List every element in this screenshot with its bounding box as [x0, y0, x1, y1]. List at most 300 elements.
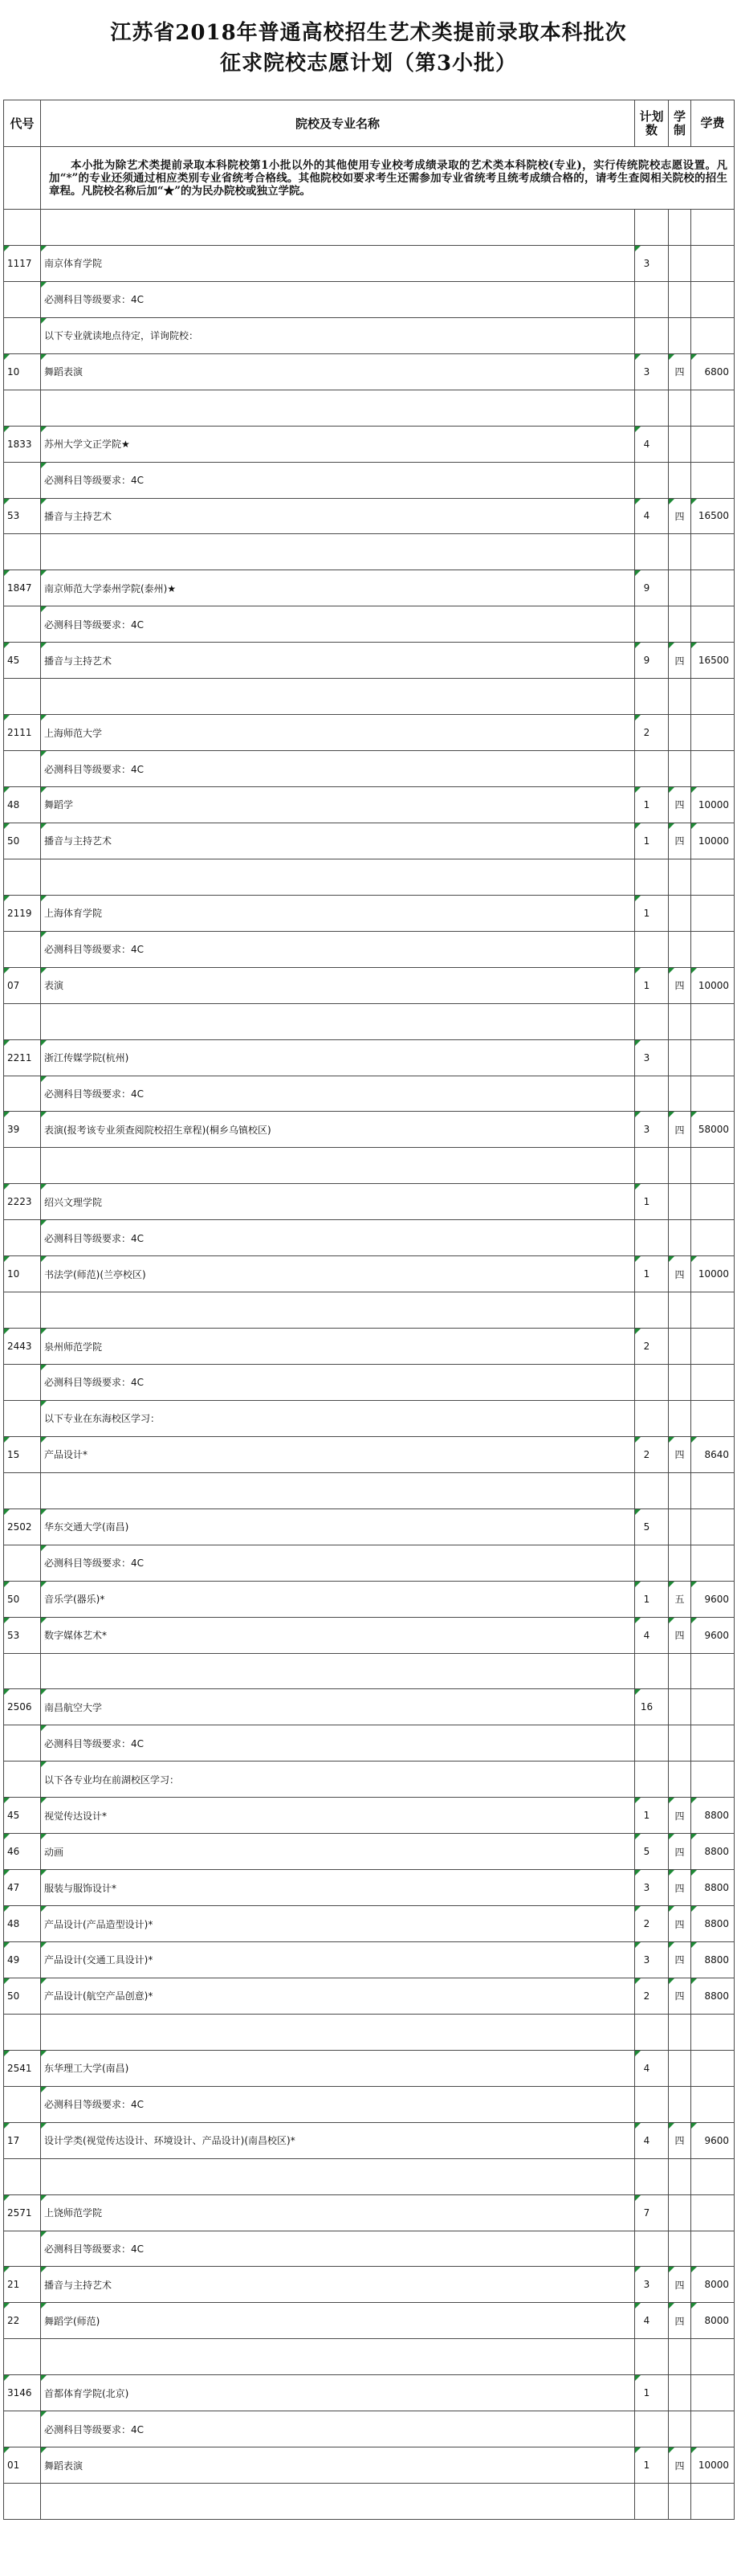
- cell-fee: [691, 2194, 735, 2231]
- cell-fee: [691, 1003, 735, 1039]
- cell-name: 首都体育学院(北京): [41, 2375, 635, 2411]
- table-row: [4, 1834, 735, 1870]
- cell-years: [669, 1508, 691, 1545]
- header-plan: 计划数: [635, 100, 669, 147]
- cell-plan: 4: [635, 2122, 669, 2158]
- cell-name: 播音与主持艺术: [41, 2267, 635, 2303]
- cell-plan: 1: [635, 967, 669, 1003]
- cell-plan: [635, 931, 669, 967]
- cell-plan: [635, 1292, 669, 1329]
- cell-years: 四: [669, 2267, 691, 2303]
- cell-code: 47: [4, 1870, 41, 1906]
- cell-code: [4, 1003, 41, 1039]
- table-row: [4, 1942, 735, 1978]
- cell-years: 四: [669, 967, 691, 1003]
- cell-code: 2223: [4, 1184, 41, 1220]
- cell-years: [669, 1220, 691, 1256]
- cell-code: [4, 859, 41, 895]
- table-row: [4, 643, 735, 679]
- cell-fee: 10000: [691, 823, 735, 859]
- cell-code: [4, 1220, 41, 1256]
- cell-plan: 2: [635, 1978, 669, 2014]
- table-row: [4, 570, 735, 606]
- cell-name: 必测科目等级要求：4C: [41, 462, 635, 498]
- cell-plan: 1: [635, 823, 669, 859]
- cell-code: [4, 2158, 41, 2194]
- cell-name: [41, 2484, 635, 2520]
- cell-years: [669, 715, 691, 751]
- cell-name: 视觉传达设计*: [41, 1798, 635, 1834]
- cell-name: 舞蹈学: [41, 787, 635, 823]
- cell-plan: [635, 317, 669, 353]
- cell-fee: 10000: [691, 967, 735, 1003]
- cell-years: [669, 679, 691, 715]
- cell-name: [41, 2014, 635, 2050]
- note-empty-cell: [4, 147, 41, 210]
- cell-code: 1833: [4, 426, 41, 462]
- cell-plan: [635, 462, 669, 498]
- cell-name: 必测科目等级要求：4C: [41, 606, 635, 643]
- table-row: [4, 317, 735, 353]
- cell-years: [669, 1725, 691, 1762]
- cell-code: [4, 1472, 41, 1508]
- cell-name: 舞蹈表演: [41, 2447, 635, 2484]
- cell-plan: 4: [635, 426, 669, 462]
- cell-fee: 8800: [691, 1906, 735, 1942]
- cell-name: 上海师范大学: [41, 715, 635, 751]
- cell-fee: [691, 1762, 735, 1798]
- cell-fee: [691, 895, 735, 931]
- cell-plan: [635, 1076, 669, 1112]
- table-row: [4, 2303, 735, 2339]
- table-row: [4, 967, 735, 1003]
- cell-plan: 5: [635, 1508, 669, 1545]
- cell-years: [669, 2231, 691, 2267]
- cell-plan: 2: [635, 715, 669, 751]
- cell-name: 泉州师范学院: [41, 1329, 635, 1365]
- cell-plan: [635, 751, 669, 787]
- cell-name: 产品设计(产品造型设计)*: [41, 1906, 635, 1942]
- cell-years: 四: [669, 1942, 691, 1978]
- cell-years: [669, 390, 691, 426]
- cell-code: 46: [4, 1834, 41, 1870]
- cell-fee: [691, 1148, 735, 1184]
- cell-fee: [691, 2375, 735, 2411]
- table-row: [4, 1220, 735, 1256]
- cell-years: [669, 2484, 691, 2520]
- cell-code: [4, 1400, 41, 1436]
- cell-name: 上海体育学院: [41, 895, 635, 931]
- table-row: [4, 1076, 735, 1112]
- table-row: [4, 1689, 735, 1725]
- cell-name: 表演(报考该专业须查阅院校招生章程)(桐乡乌镇校区): [41, 1112, 635, 1148]
- cell-name: 产品设计(交通工具设计)*: [41, 1942, 635, 1978]
- cell-years: [669, 210, 691, 246]
- cell-fee: [691, 1329, 735, 1365]
- cell-name: 必测科目等级要求：4C: [41, 931, 635, 967]
- cell-plan: [635, 534, 669, 570]
- cell-code: 53: [4, 498, 41, 534]
- cell-name: 南昌航空大学: [41, 1689, 635, 1725]
- table-row: [4, 1545, 735, 1581]
- cell-plan: 3: [635, 1870, 669, 1906]
- cell-years: 四: [669, 1617, 691, 1653]
- table-row: [4, 1436, 735, 1472]
- table-header-row: [4, 100, 735, 147]
- cell-name: 必测科目等级要求：4C: [41, 2411, 635, 2447]
- cell-plan: [635, 1545, 669, 1581]
- cell-plan: [635, 1400, 669, 1436]
- cell-code: 49: [4, 1942, 41, 1978]
- cell-plan: [635, 390, 669, 426]
- cell-plan: [635, 859, 669, 895]
- table-row: [4, 2050, 735, 2086]
- cell-name: 设计学类(视觉传达设计、环境设计、产品设计)(南昌校区)*: [41, 2122, 635, 2158]
- cell-fee: 10000: [691, 2447, 735, 2484]
- cell-years: [669, 1003, 691, 1039]
- cell-name: 浙江传媒学院(杭州): [41, 1039, 635, 1076]
- cell-fee: 9600: [691, 2122, 735, 2158]
- table-row: [4, 2484, 735, 2520]
- cell-plan: 2: [635, 1906, 669, 1942]
- cell-years: [669, 606, 691, 643]
- cell-fee: 8000: [691, 2267, 735, 2303]
- cell-plan: [635, 1003, 669, 1039]
- cell-years: [669, 1076, 691, 1112]
- cell-code: [4, 2339, 41, 2375]
- cell-fee: [691, 1076, 735, 1112]
- cell-code: 2443: [4, 1329, 41, 1365]
- cell-fee: 9600: [691, 1581, 735, 1617]
- cell-plan: 1: [635, 2447, 669, 2484]
- table-row: [4, 1472, 735, 1508]
- cell-years: [669, 1148, 691, 1184]
- table-row: [4, 210, 735, 246]
- cell-code: 2119: [4, 895, 41, 931]
- cell-code: [4, 751, 41, 787]
- cell-code: [4, 1076, 41, 1112]
- cell-plan: 4: [635, 2303, 669, 2339]
- cell-fee: [691, 1689, 735, 1725]
- cell-fee: [691, 1039, 735, 1076]
- cell-code: [4, 1292, 41, 1329]
- cell-fee: 10000: [691, 787, 735, 823]
- cell-code: 1117: [4, 245, 41, 281]
- cell-code: 21: [4, 2267, 41, 2303]
- cell-plan: 4: [635, 1617, 669, 1653]
- cell-plan: 9: [635, 643, 669, 679]
- cell-years: [669, 859, 691, 895]
- table-row: [4, 1365, 735, 1401]
- cell-years: [669, 2339, 691, 2375]
- table-row: [4, 1112, 735, 1148]
- cell-name: 产品设计*: [41, 1436, 635, 1472]
- cell-plan: 1: [635, 1184, 669, 1220]
- cell-fee: [691, 462, 735, 498]
- cell-code: [4, 210, 41, 246]
- cell-code: 10: [4, 353, 41, 390]
- cell-years: [669, 2086, 691, 2122]
- cell-years: 四: [669, 643, 691, 679]
- cell-fee: [691, 1292, 735, 1329]
- cell-name: 苏州大学文正学院★: [41, 426, 635, 462]
- cell-name: 书法学(师范)(兰亭校区): [41, 1256, 635, 1292]
- cell-fee: [691, 1545, 735, 1581]
- table-row: [4, 353, 735, 390]
- table-row: [4, 2086, 735, 2122]
- table-row: [4, 390, 735, 426]
- table-row: [4, 679, 735, 715]
- cell-code: [4, 931, 41, 967]
- cell-code: 48: [4, 787, 41, 823]
- cell-name: 以下专业在东海校区学习：: [41, 1400, 635, 1436]
- cell-plan: [635, 606, 669, 643]
- cell-plan: 3: [635, 353, 669, 390]
- cell-years: [669, 895, 691, 931]
- table-row: [4, 1762, 735, 1798]
- cell-fee: [691, 859, 735, 895]
- table-row: [4, 2122, 735, 2158]
- cell-code: [4, 1762, 41, 1798]
- cell-name: 播音与主持艺术: [41, 643, 635, 679]
- cell-code: [4, 2086, 41, 2122]
- cell-code: 45: [4, 643, 41, 679]
- table-row: [4, 715, 735, 751]
- cell-fee: 9600: [691, 1617, 735, 1653]
- cell-name: 动画: [41, 1834, 635, 1870]
- cell-code: [4, 1365, 41, 1401]
- cell-name: [41, 1653, 635, 1689]
- cell-years: 四: [669, 353, 691, 390]
- cell-code: 2211: [4, 1039, 41, 1076]
- table-row: [4, 1617, 735, 1653]
- cell-fee: [691, 1508, 735, 1545]
- cell-name: 必测科目等级要求：4C: [41, 1076, 635, 1112]
- cell-code: [4, 1653, 41, 1689]
- table-row: [4, 1581, 735, 1617]
- table-row: [4, 1039, 735, 1076]
- cell-name: [41, 859, 635, 895]
- cell-fee: [691, 1400, 735, 1436]
- cell-years: [669, 2375, 691, 2411]
- cell-name: 产品设计(航空产品创意)*: [41, 1978, 635, 2014]
- cell-plan: [635, 2014, 669, 2050]
- cell-plan: [635, 1472, 669, 1508]
- table-row: [4, 498, 735, 534]
- cell-plan: 4: [635, 498, 669, 534]
- cell-name: 东华理工大学(南昌): [41, 2050, 635, 2086]
- cell-code: 2506: [4, 1689, 41, 1725]
- cell-name: 音乐学(器乐)*: [41, 1581, 635, 1617]
- cell-name: [41, 2158, 635, 2194]
- admission-plan-table: [3, 100, 735, 2520]
- cell-plan: [635, 1220, 669, 1256]
- cell-code: 45: [4, 1798, 41, 1834]
- cell-fee: [691, 390, 735, 426]
- cell-years: 四: [669, 1870, 691, 1906]
- cell-code: 2571: [4, 2194, 41, 2231]
- cell-years: [669, 245, 691, 281]
- cell-name: 舞蹈学(师范): [41, 2303, 635, 2339]
- cell-plan: 16: [635, 1689, 669, 1725]
- cell-plan: [635, 1653, 669, 1689]
- cell-code: 07: [4, 967, 41, 1003]
- cell-years: [669, 426, 691, 462]
- cell-fee: 8800: [691, 1870, 735, 1906]
- cell-name: [41, 210, 635, 246]
- cell-plan: [635, 210, 669, 246]
- table-row: [4, 751, 735, 787]
- cell-code: 1847: [4, 570, 41, 606]
- cell-name: 必测科目等级要求：4C: [41, 1725, 635, 1762]
- cell-code: [4, 281, 41, 317]
- cell-name: 南京体育学院: [41, 245, 635, 281]
- cell-fee: [691, 2411, 735, 2447]
- cell-fee: [691, 2484, 735, 2520]
- cell-name: 播音与主持艺术: [41, 823, 635, 859]
- cell-name: [41, 1292, 635, 1329]
- cell-code: 22: [4, 2303, 41, 2339]
- cell-years: [669, 1039, 691, 1076]
- cell-years: 四: [669, 1906, 691, 1942]
- cell-years: [669, 1329, 691, 1365]
- cell-plan: [635, 2484, 669, 2520]
- table-row: [4, 1256, 735, 1292]
- cell-plan: 4: [635, 2050, 669, 2086]
- cell-code: 53: [4, 1617, 41, 1653]
- cell-years: [669, 2014, 691, 2050]
- table-row: [4, 534, 735, 570]
- cell-name: 必测科目等级要求：4C: [41, 1545, 635, 1581]
- cell-plan: [635, 1725, 669, 1762]
- document-title-line1: 江苏省2018年普通高校招生艺术类提前录取本科批次: [110, 21, 627, 45]
- cell-fee: [691, 679, 735, 715]
- cell-plan: [635, 1365, 669, 1401]
- cell-code: 2502: [4, 1508, 41, 1545]
- cell-fee: 8800: [691, 1798, 735, 1834]
- cell-code: [4, 1545, 41, 1581]
- cell-years: [669, 2050, 691, 2086]
- cell-plan: 2: [635, 1436, 669, 1472]
- cell-years: 四: [669, 2122, 691, 2158]
- cell-fee: [691, 1725, 735, 1762]
- cell-plan: 3: [635, 2267, 669, 2303]
- cell-name: 服装与服饰设计*: [41, 1870, 635, 1906]
- cell-code: 17: [4, 2122, 41, 2158]
- cell-plan: 1: [635, 1581, 669, 1617]
- table-row: [4, 1725, 735, 1762]
- table-row: [4, 1870, 735, 1906]
- cell-code: [4, 2411, 41, 2447]
- cell-years: [669, 1365, 691, 1401]
- table-row: [4, 1003, 735, 1039]
- cell-code: [4, 2231, 41, 2267]
- cell-plan: 1: [635, 2375, 669, 2411]
- table-row: [4, 1400, 735, 1436]
- cell-plan: [635, 2231, 669, 2267]
- cell-years: [669, 1292, 691, 1329]
- cell-code: [4, 534, 41, 570]
- cell-years: 四: [669, 823, 691, 859]
- table-row: [4, 606, 735, 643]
- cell-fee: 8800: [691, 1942, 735, 1978]
- header-fee: 学费: [691, 100, 735, 147]
- cell-name: 表演: [41, 967, 635, 1003]
- cell-name: 必测科目等级要求：4C: [41, 2086, 635, 2122]
- cell-years: [669, 317, 691, 353]
- note-cell: [41, 147, 735, 210]
- cell-name: 华东交通大学(南昌): [41, 1508, 635, 1545]
- cell-plan: 1: [635, 787, 669, 823]
- cell-years: 四: [669, 1112, 691, 1148]
- cell-years: [669, 1689, 691, 1725]
- cell-plan: [635, 2086, 669, 2122]
- cell-code: 50: [4, 823, 41, 859]
- cell-fee: [691, 534, 735, 570]
- cell-years: [669, 534, 691, 570]
- note-row: [4, 147, 735, 210]
- cell-fee: [691, 1220, 735, 1256]
- header-name: 院校及专业名称: [41, 100, 635, 147]
- cell-years: 四: [669, 1798, 691, 1834]
- cell-fee: 16500: [691, 498, 735, 534]
- cell-code: 15: [4, 1436, 41, 1472]
- cell-code: 2541: [4, 2050, 41, 2086]
- table-row: [4, 859, 735, 895]
- cell-years: 四: [669, 1978, 691, 2014]
- cell-plan: 3: [635, 245, 669, 281]
- table-row: [4, 1148, 735, 1184]
- cell-name: 以下各专业均在前湖校区学习：: [41, 1762, 635, 1798]
- cell-name: [41, 1003, 635, 1039]
- cell-years: [669, 1545, 691, 1581]
- header-years: 学制: [669, 100, 691, 147]
- table-row: [4, 2447, 735, 2484]
- cell-fee: [691, 2050, 735, 2086]
- cell-fee: [691, 1653, 735, 1689]
- cell-plan: [635, 2158, 669, 2194]
- note-text: 本小批为除艺术类提前录取本科院校第1小批以外的其他使用专业校考成绩录取的艺术类本科院校(专业)，实行传统院校志愿设置。凡加“*”的专业还须通过相应类别专业省统考合格线。其他院校如要求考生还需参加专业省统考且统考成绩合格的，请考生查阅相关院校的招生章程。凡院校名称后加“★”的为民办院校或独立学院。: [49, 158, 727, 198]
- cell-name: 舞蹈表演: [41, 353, 635, 390]
- cell-fee: [691, 1472, 735, 1508]
- cell-fee: 16500: [691, 643, 735, 679]
- cell-plan: [635, 679, 669, 715]
- table-row: [4, 2014, 735, 2050]
- cell-name: 上饶师范学院: [41, 2194, 635, 2231]
- cell-fee: [691, 210, 735, 246]
- cell-code: 01: [4, 2447, 41, 2484]
- table-row: [4, 1978, 735, 2014]
- cell-code: 48: [4, 1906, 41, 1942]
- cell-fee: [691, 281, 735, 317]
- cell-code: [4, 2484, 41, 2520]
- cell-plan: [635, 281, 669, 317]
- cell-name: [41, 679, 635, 715]
- cell-fee: 8000: [691, 2303, 735, 2339]
- cell-plan: 9: [635, 570, 669, 606]
- table-row: [4, 2267, 735, 2303]
- cell-name: 必测科目等级要求：4C: [41, 2231, 635, 2267]
- cell-years: [669, 2411, 691, 2447]
- cell-plan: 2: [635, 1329, 669, 1365]
- cell-code: [4, 606, 41, 643]
- table-row: [4, 2375, 735, 2411]
- cell-name: 必测科目等级要求：4C: [41, 751, 635, 787]
- cell-name: 数字媒体艺术*: [41, 1617, 635, 1653]
- cell-plan: 5: [635, 1834, 669, 1870]
- cell-code: [4, 1148, 41, 1184]
- cell-code: [4, 462, 41, 498]
